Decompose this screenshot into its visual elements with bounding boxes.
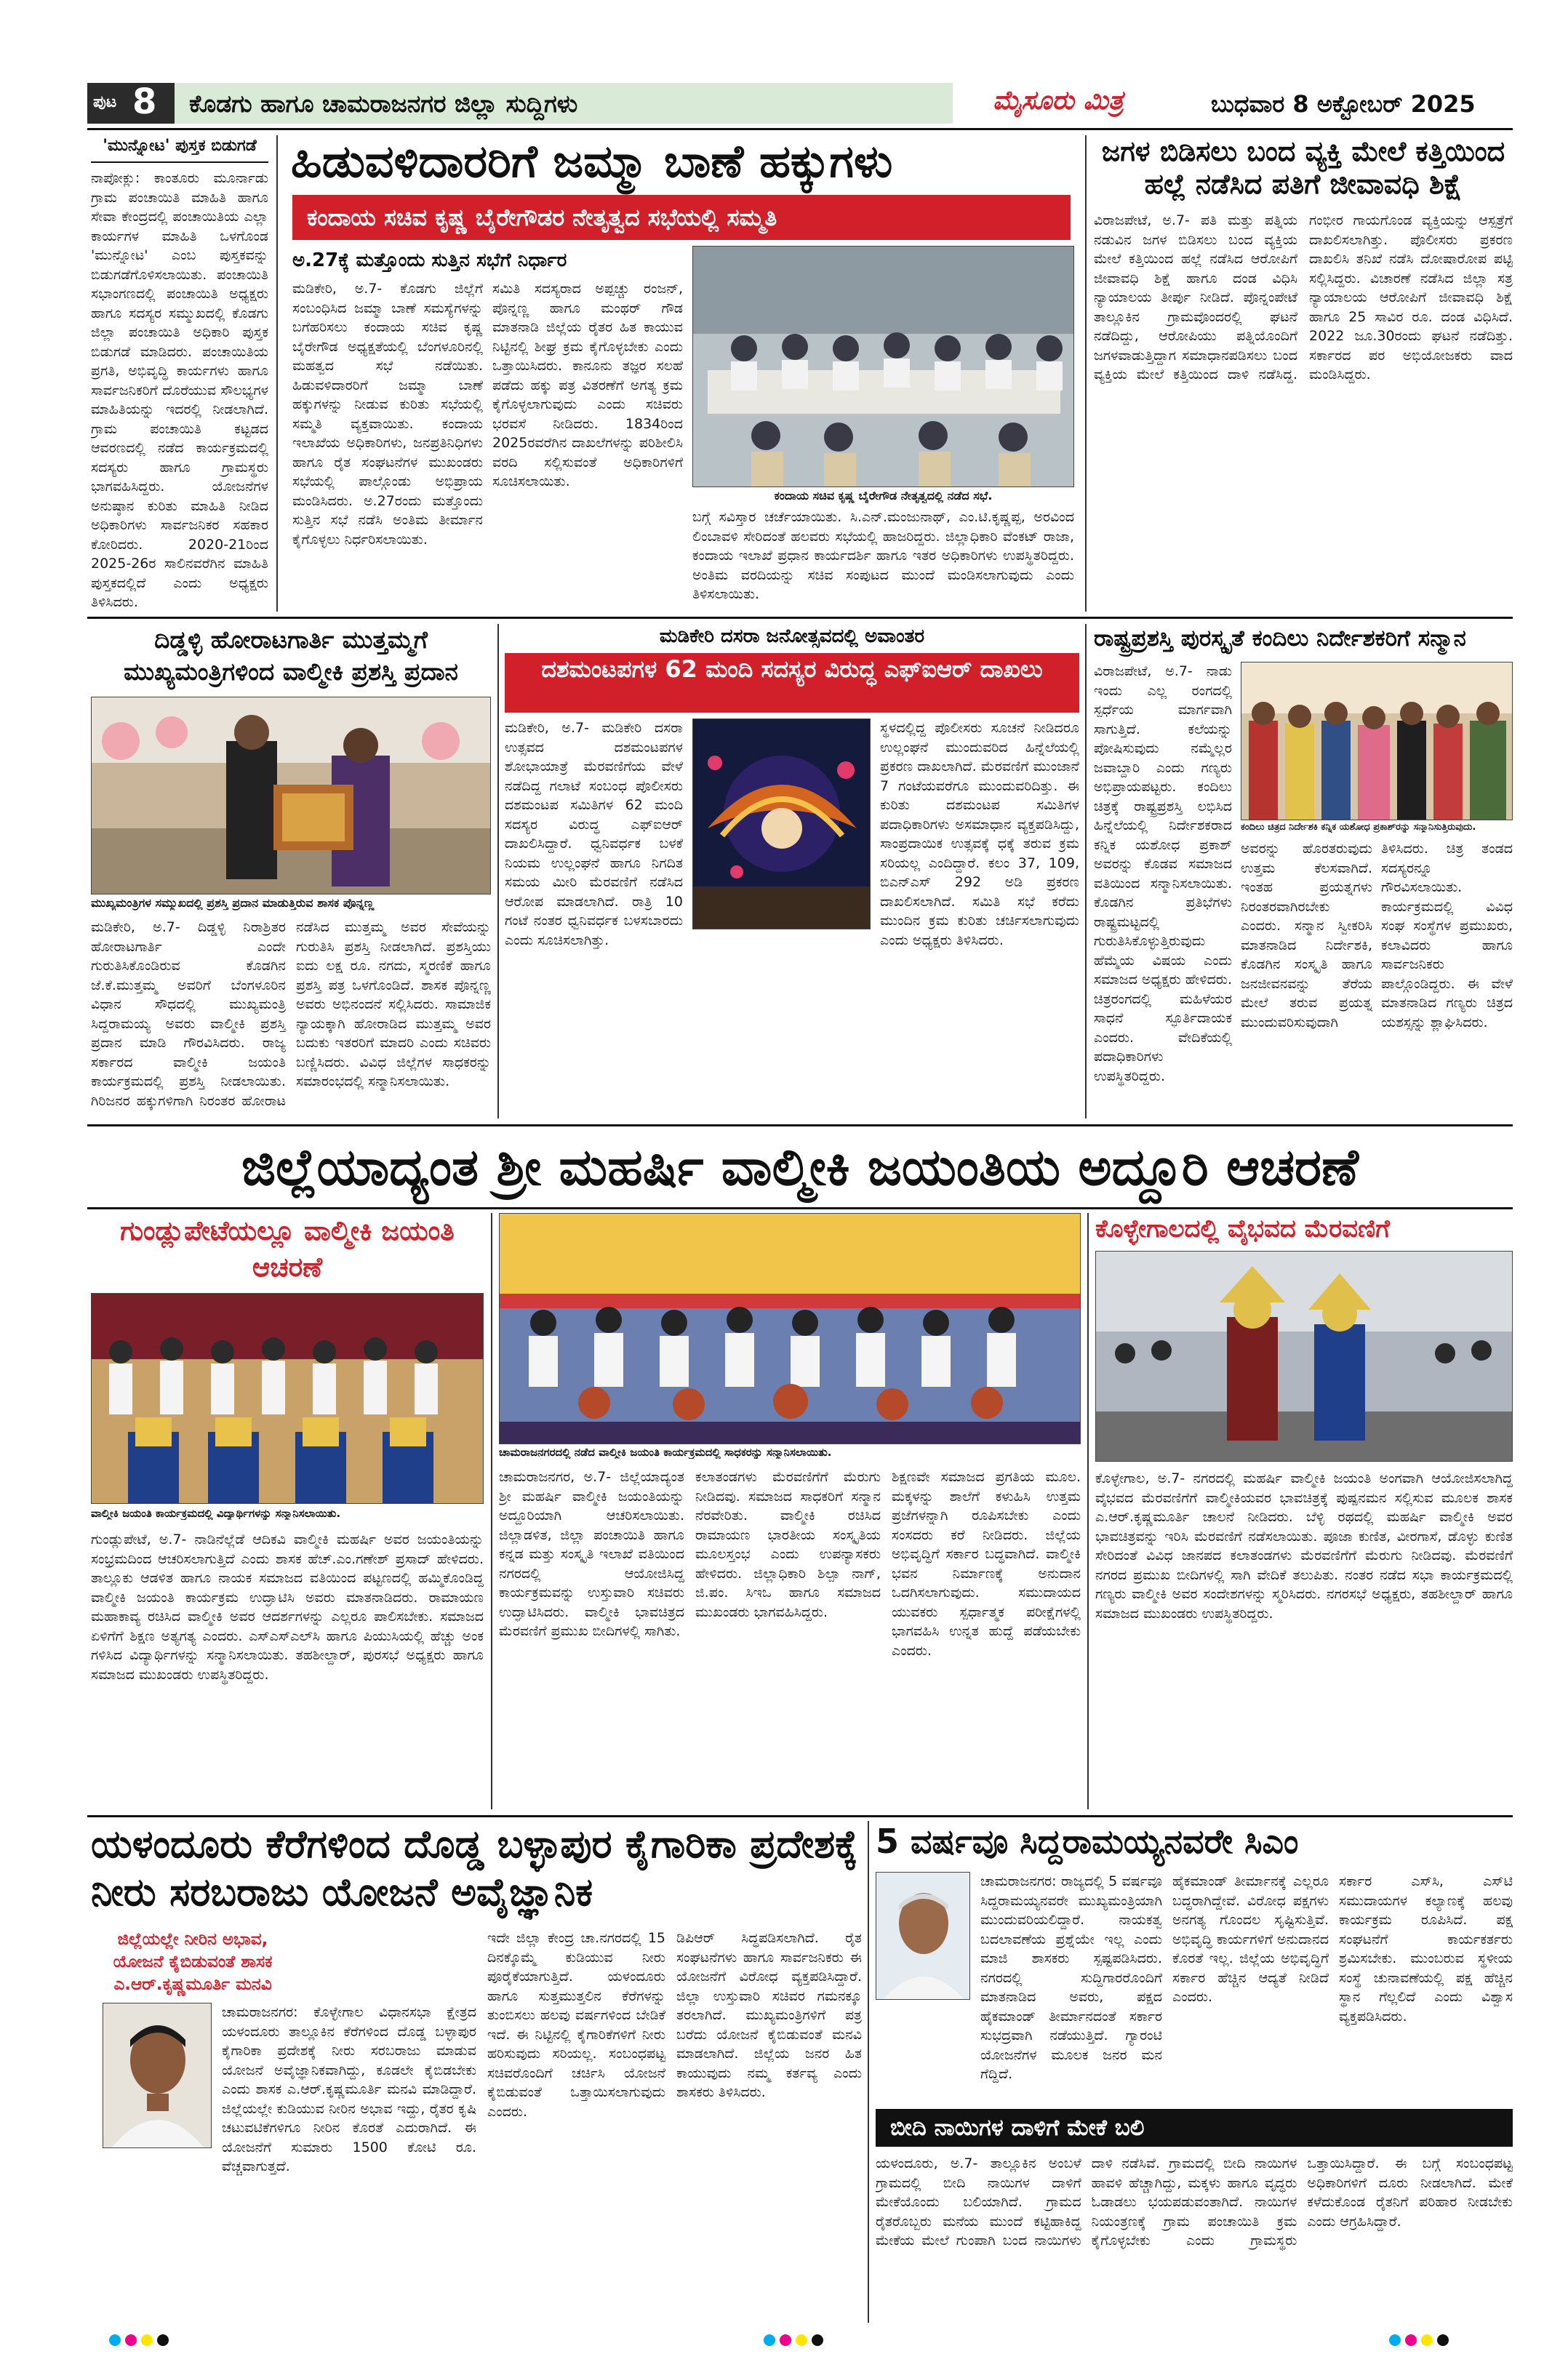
kollegal-story (1095, 1213, 1513, 1809)
kollegal-body: ಕೊಳ್ಳೇಗಾಲ, ಅ.7- ನಗರದಲ್ಲಿ ಮಹರ್ಷಿ ವಾಲ್ಮೀಕಿ ಜಯಂತಿ ಅಂಗವಾಗಿ ಆಯೋಜಿಸಲಾಗಿದ್ದ ವೈಭವದ ಮೆರವಣಿಗೆಗೆ ವಾಲ್ಮೀಕಿಯವರ ಭಾವಚಿತ್ರಕ್ಕೆ ಪುಷ್ಪನಮನ ಸಲ್ಲಿಸುವ ಮೂಲಕ ಶಾಸಕ ಎ.ಆರ್.ಕೃಷ್ಣಮೂರ್ತಿ ಚಾಲನೆ ನೀಡಿದರು. ಬೆಳ್ಳಿ ರಥದಲ್ಲಿ ಮಹರ್ಷಿ ವಾಲ್ಮೀಕಿ ಅವರ ಭಾವಚಿತ್ರವನ್ನು ಇರಿಸಿ ಮೆರವಣಿಗೆ ನಡೆಸಲಾಯಿತು. ಪೂಜಾ ಕುಣಿತ, ವೀರಗಾಸೆ, ಡೊಳ್ಳು ಕುಣಿತ ಸೇರಿದಂತೆ ವಿವಿಧ ಜಾನಪದ ಕಲಾತಂಡಗಳು ಮೆರವಣಿಗೆಗೆ ಮೆರುಗು ನೀಡಿದವು. ಮೆರವಣಿಗೆ ನಗರದ ಪ್ರಮುಖ ಬೀದಿಗಳಲ್ಲಿ ಸಾಗಿ ವೇದಿಕೆ ತಲುಪಿತು. ನಂತರ ನಡೆದ ಸಭಾ ಕಾರ್ಯಕ್ರಮದಲ್ಲಿ ಗಣ್ಯರು ವಾಲ್ಮೀಕಿ ಅವರ ಸಂದೇಶಗಳನ್ನು ಸ್ಮರಿಸಿದರು. ನಗರಸಭೆ ಅಧ್ಯಕ್ಷರು, ತಹಶೀಲ್ದಾರ್ ಹಾಗೂ ಸಮಾಜದ ಮುಖಂಡರು ಉಪಸ್ಥಿತರಿದ್ದರು. (1095, 1470, 1513, 1622)
page-label: ಪುಟ (93, 93, 117, 111)
black-dot (157, 2334, 169, 2346)
registration-marks-left (109, 2334, 255, 2352)
banner-rule (87, 1207, 1513, 1209)
issue-date: ಬುಧವಾರ 8 ಅಕ್ಟೋಬರ್ 2025 (1211, 90, 1476, 118)
section-title: ಕೊಡಗು ಹಾಗೂ ಚಾಮರಾಜನಗರ ಜಿಲ್ಲಾ ಸುದ್ದಿಗಳು (189, 89, 578, 118)
magenta-dot (125, 2334, 137, 2346)
award-headline: ರಾಷ್ಟ್ರಪ್ರಶಸ್ತಿ ಪುರಸ್ಕೃತೆ ಕಂದಿಲು ನಿರ್ದೇಶಕರಿಗೆ ಸನ್ಮಾನ (1094, 625, 1466, 652)
section-band (175, 83, 953, 124)
row3-rule (87, 1815, 1513, 1817)
award-photo (1241, 662, 1513, 820)
row2-rule (87, 1124, 1513, 1126)
registration-marks-right (1389, 2334, 1535, 2352)
magenta-dot (780, 2334, 791, 2346)
cyan-dot (764, 2334, 775, 2346)
diddalli-photo-caption: ಮುಖ್ಯಮಂತ್ರಿಗಳ ಸಮ್ಮುಖದಲ್ಲಿ ಪ್ರಶಸ್ತಿ ಪ್ರದಾನ ಮಾಡುತ್ತಿರುವ ಶಾಸಕ ಪೊನ್ನಣ್ಣ (91, 896, 491, 910)
felicitation-group-svg (1241, 662, 1513, 820)
yelandur-headline: ಯಳಂದೂರು ಕೆರೆಗಳಿಂದ ದೊಡ್ಡ ಬಳ್ಳಾಪುರ ಕೈಗಾರಿಕಾ ಪ್ರದೇಶಕ್ಕೆ ನೀರು ಸರಬರಾಜು ಯೋಜನೆ ಅವೈಜ್ಞಾನಿಕ (91, 1822, 858, 1915)
stabbing-body: ವಿರಾಜಪೇಟೆ, ಅ.7- ಪತಿ ಮತ್ತು ಪತ್ನಿಯ ನಡುವಿನ ಜಗಳ ಬಿಡಿಸಲು ಬಂದ ವ್ಯಕ್ತಿಯ ಮೇಲೆ ಕತ್ತಿಯಿಂದ ಹಲ್ಲೆ ನಡೆಸಿದ ಆರೋಪಿಗೆ ಜೀವಾವಧಿ ಶಿಕ್ಷೆ ಹಾಗೂ ದಂಡ ವಿಧಿಸಿ ನ್ಯಾಯಾಲಯ ತೀರ್ಪು ನೀಡಿದೆ. ಪೊನ್ನಂಪೇಟೆ ತಾಲ್ಲೂಕಿನ ಗ್ರಾಮವೊಂದರಲ್ಲಿ ಘಟನೆ ನಡೆದಿದ್ದು, ಆರೋಪಿಯು ಪತ್ನಿಯೊಂದಿಗೆ ಜಗಳವಾಡುತ್ತಿದ್ದಾಗ ಸಮಾಧಾನಪಡಿಸಲು ಬಂದ ವ್ಯಕ್ತಿಯ ಮೇಲೆ ಕತ್ತಿಯಿಂದ ದಾಳಿ ನಡೆಸಿದ್ದ. ಗಂಭೀರ ಗಾಯಗೊಂಡ ವ್ಯಕ್ತಿಯನ್ನು ಆಸ್ಪತ್ರೆಗೆ ದಾಖಲಿಸಲಾಗಿತ್ತು. ಪೊಲೀಸರು ಪ್ರಕರಣ ದಾಖಲಿಸಿ ತನಿಖೆ ನಡೆಸಿ ದೋಷಾರೋಪ ಪಟ್ಟಿ ಸಲ್ಲಿಸಿದ್ದರು. ವಿಚಾರಣೆ ನಡೆಸಿದ ಜಿಲ್ಲಾ ಸತ್ರ ನ್ಯಾಯಾಲಯ ಆರೋಪಿಗೆ ಜೀವಾವಧಿ ಶಿಕ್ಷೆ ಹಾಗೂ 25 ಸಾವಿರ ರೂ. ದಂಡ ವಿಧಿಸಿದೆ. 2022 ಜೂ.30ರಂದು ಘಟನೆ ನಡೆದಿತ್ತು. ಸರ್ಕಾರದ ಪರ ಅಭಿಯೋಜಕರು ವಾದ ಮಂಡಿಸಿದ್ದರು. (1094, 212, 1513, 383)
yellow-dot (796, 2334, 807, 2346)
chamarajanagar-photo-caption: ಚಾಮರಾಜನಗರದಲ್ಲಿ ನಡೆದ ವಾಲ್ಮೀಕಿ ಜಯಂತಿ ಕಾರ್ಯಕ್ರಮದಲ್ಲಿ ಸಾಧಕರನ್ನು ಸನ್ಮಾನಿಸಲಾಯಿತು. (499, 1446, 1081, 1459)
yellow-dot (1421, 2334, 1433, 2346)
chamarajanagar-body-3: ಶಿಕ್ಷಣವೇ ಸಮಾಜದ ಪ್ರಗತಿಯ ಮೂಲ. ಮಕ್ಕಳನ್ನು ಶಾಲೆಗೆ ಕಳುಹಿಸಿ ಉತ್ತಮ ಪ್ರಜೆಗಳನ್ನಾಗಿ ರೂಪಿಸಬೇಕು ಎಂದು ಸಂಸದರು ಕರೆ ನೀಡಿದರು. ಜಿಲ್ಲೆಯ ಅಭಿವೃದ್ಧಿಗೆ ಸರ್ಕಾರ ಬದ್ಧವಾಗಿದೆ. ವಾಲ್ಮೀಕಿ ಭವನ ನಿರ್ಮಾಣಕ್ಕೆ ಅನುದಾನ ಒದಗಿಸಲಾಗುವುದು. ಸಮುದಾಯದ ಯುವಕರು ಸ್ಪರ್ಧಾತ್ಮಕ ಪರೀಕ್ಷೆಗಳಲ್ಲಿ ಭಾಗವಹಿಸಿ ಉನ್ನತ ಹುದ್ದೆ ಪಡೆಯಬೇಕು ಎಂದರು. (892, 1469, 1081, 1659)
award-body-1: ವಿರಾಜಪೇಟೆ, ಅ.7- ನಾಡು ಇಂದು ಎಲ್ಲ ರಂಗದಲ್ಲಿ ಸ್ಪರ್ಧೆಯ ಮಾರ್ಗವಾಗಿ ಸಾಗುತ್ತಿದೆ. ಕಲೆಯನ್ನು ಪೋಷಿಸುವುದು ನಮ್ಮೆಲ್ಲರ ಜವಾಬ್ದಾರಿ ಎಂದು ಗಣ್ಯರು ಅಭಿಪ್ರಾಯಪಟ್ಟರು. ಕಂದಿಲು ಚಿತ್ರಕ್ಕೆ ರಾಷ್ಟ್ರಪ್ರಶಸ್ತಿ ಲಭಿಸಿದ ಹಿನ್ನೆಲೆಯಲ್ಲಿ ನಿರ್ದೇಶಕರಾದ ಕನ್ನಿಕ ಯಶೋಧ ಪ್ರಕಾಶ್ ಅವರನ್ನು ಕೊಡವ ಸಮಾಜದ ವತಿಯಿಂದ ಸನ್ಮಾನಿಸಲಾಯಿತು. ಕೊಡಗಿನ ಪ್ರತಿಭೆಗಳು ರಾಷ್ಟ್ರಮಟ್ಟದಲ್ಲಿ ಗುರುತಿಸಿಕೊಳ್ಳುತ್ತಿರುವುದು ಹೆಮ್ಮೆಯ ವಿಷಯ ಎಂದು ಸಮಾಜದ ಅಧ್ಯಕ್ಷರು ಹೇಳಿದರು. ಚಿತ್ರರಂಗದಲ್ಲಿ ಮಹಿಳೆಯರ ಸಾಧನೆ ಸ್ಫೂರ್ತಿದಾಯಕ ಎಂದರು. ವೇದಿಕೆಯಲ್ಲಿ ಪದಾಧಿಕಾರಿಗಳು ಉಪಸ್ಥಿತರಿದ್ದರು. (1094, 663, 1232, 1084)
kollegal-headline: ಕೊಳ್ಳೇಗಾಲದಲ್ಲಿ ವೈಭವದ ಮೆರವಣಿಗೆ (1095, 1214, 1390, 1244)
leader-portrait-svg (876, 1873, 970, 2000)
diddalli-body: ಮಡಿಕೇರಿ, ಅ.7- ದಿಡ್ಡಳ್ಳಿ ನಿರಾಶ್ರಿತರ ಹೋರಾಟಗಾರ್ತಿ ಎಂದೇ ಗುರುತಿಸಿಕೊಂಡಿರುವ ಕೊಡಗಿನ ಜೆ.ಕೆ.ಮುತ್ತಮ್ಮ ಅವರಿಗೆ ಬೆಂಗಳೂರಿನ ವಿಧಾನ ಸೌಧದಲ್ಲಿ ಮುಖ್ಯಮಂತ್ರಿ ಸಿದ್ದರಾಮಯ್ಯ ಅವರು ವಾಲ್ಮೀಕಿ ಪ್ರಶಸ್ತಿ ಪ್ರದಾನ ಮಾಡಿ ಗೌರವಿಸಿದರು. ರಾಜ್ಯ ಸರ್ಕಾರದ ವಾಲ್ಮೀಕಿ ಜಯಂತಿ ಕಾರ್ಯಕ್ರಮದಲ್ಲಿ ಪ್ರಶಸ್ತಿ ನೀಡಲಾಯಿತು. ಗಿರಿಜನರ ಹಕ್ಕುಗಳಿಗಾಗಿ ನಿರಂತರ ಹೋರಾಟ ನಡೆಸಿದ ಮುತ್ತಮ್ಮ ಅವರ ಸೇವೆಯನ್ನು ಗುರುತಿಸಿ ಪ್ರಶಸ್ತಿ ನೀಡಲಾಗಿದೆ. ಪ್ರಶಸ್ತಿಯು ಐದು ಲಕ್ಷ ರೂ. ನಗದು, ಸ್ಮರಣಿಕೆ ಹಾಗೂ ಪ್ರಶಸ್ತಿ ಪತ್ರ ಒಳಗೊಂಡಿದೆ. ಶಾಸಕ ಪೊನ್ನಣ್ಣ ಅವರು ಅಭಿನಂದನೆ ಸಲ್ಲಿಸಿದರು. ಸಾಮಾಜಿಕ ನ್ಯಾಯಕ್ಕಾಗಿ ಹೋರಾಡಿದ ಮುತ್ತಮ್ಮ ಅವರ ಬದುಕು ಇತರರಿಗೆ ಮಾದರಿ ಎಂದು ಸಚಿವರು ಬಣ್ಣಿಸಿದರು. ವಿವಿಧ ಜಿಲ್ಲೆಗಳ ಸಾಧಕರನ್ನು ಸಮಾರಂಭದಲ್ಲಿ ಸನ್ಮಾನಿಸಲಾಯಿತು. (91, 919, 491, 1109)
lead-headline: ಹಿಡುವಳಿದಾರರಿಗೆ ಜಮ್ಮಾ ಬಾಣೆ ಹಕ್ಕುಗಳು (291, 135, 893, 188)
diddalli-rule (497, 624, 499, 1118)
yelandur-rule (868, 1821, 869, 2323)
chamarajanagar-body-2: ಕಲಾತಂಡಗಳು ಮೆರವಣಿಗೆಗೆ ಮೆರುಗು ನೀಡಿದವು. ಸಮಾಜದ ಸಾಧಕರಿಗೆ ಸನ್ಮಾನ ನೆರವೇರಿತು. ವಾಲ್ಮೀಕಿ ರಚಿಸಿದ ರಾಮಾಯಣ ಭಾರತೀಯ ಸಂಸ್ಕೃತಿಯ ಮೂಲಸ್ತಂಭ ಎಂದು ಉಪನ್ಯಾಸಕರು ಹೇಳಿದರು. ಜಿಲ್ಲಾಧಿಕಾರಿ ಶಿಲ್ಪಾ ನಾಗ್, ಜಿ.ಪಂ. ಸಿಇಒ ಹಾಗೂ ಸಮಾಜದ ಮುಖಂಡರು ಭಾಗವಹಿಸಿದ್ದರು. (695, 1469, 881, 1620)
siddaramaiah-body-3: ಸರ್ಕಾರ ಎಸ್‌ಸಿ, ಎಸ್‌ಟಿ ಸಮುದಾಯಗಳ ಕಲ್ಯಾಣಕ್ಕೆ ಹಲವು ಕಾರ್ಯಕ್ರಮ ರೂಪಿಸಿದೆ. ಪಕ್ಷ ಸಂಘಟನೆಗೆ ಕಾರ್ಯಕರ್ತರು ಶ್ರಮಿಸಬೇಕು. ಮುಂಬರುವ ಸ್ಥಳೀಯ ಸಂಸ್ಥೆ ಚುನಾವಣೆಯಲ್ಲಿ ಪಕ್ಷ ಹೆಚ್ಚಿನ ಸ್ಥಾನ ಗೆಲ್ಲಲಿದೆ ಎಂದು ವಿಶ್ವಾಸ ವ್ಯಕ್ತಪಡಿಸಿದರು. (1339, 1873, 1513, 2025)
chamarajanagar-body-1: ಚಾಮರಾಜನಗರ, ಅ.7- ಜಿಲ್ಲೆಯಾದ್ಯಂತ ಶ್ರೀ ಮಹರ್ಷಿ ವಾಲ್ಮೀಕಿ ಜಯಂತಿಯನ್ನು ಅದ್ದೂರಿಯಾಗಿ ಆಚರಿಸಲಾಯಿತು. ಜಿಲ್ಲಾಡಳಿತ, ಜಿಲ್ಲಾ ಪಂಚಾಯಿತಿ ಹಾಗೂ ಕನ್ನಡ ಮತ್ತು ಸಂಸ್ಕೃತಿ ಇಲಾಖೆ ವತಿಯಿಂದ ನಗರದಲ್ಲಿ ಆಯೋಜಿಸಿದ್ದ ಕಾರ್ಯಕ್ರಮವನ್ನು ಉಸ್ತುವಾರಿ ಸಚಿವರು ಉದ್ಘಾಟಿಸಿದರು. ವಾಲ್ಮೀಕಿ ಭಾವಚಿತ್ರದ ಮೆರವಣಿಗೆ ಪ್ರಮುಖ ಬೀದಿಗಳಲ್ಲಿ ಸಾಗಿತು. (499, 1469, 684, 1639)
yelandur-subhead: ಜಿಲ್ಲೆಯಲ್ಲೇ ನೀರಿನ ಅಭಾವ, ಯೋಜನೆ ಕೈಬಿಡುವಂತೆ ಶಾಸಕ ಎ.ಆರ್.ಕೃಷ್ಣಮೂರ್ತಿ ಮನವಿ (113, 1930, 273, 1994)
left-brief-body: ನಾಪೋಕ್ಲು: ಕಾಂತೂರು ಮೂರ್ನಾಡು ಗ್ರಾಮ ಪಂಚಾಯಿತಿ ಮಾಹಿತಿ ಹಾಗೂ ಸೇವಾ ಕೇಂದ್ರದಲ್ಲಿ ಪಂಚಾಯಿತಿಯ ಎಲ್ಲಾ ಕಾರ್ಯಗಳ ಮಾಹಿತಿ ಒಳಗೊಂಡ 'ಮುನ್ನೋಟ' ಎಂಬ ಪುಸ್ತಕವನ್ನು ಬಿಡುಗಡೆಗೊಳಿಸಲಾಯಿತು. ಪಂಚಾಯಿತಿ ಸಭಾಂಗಣದಲ್ಲಿ ಪಂಚಾಯಿತಿ ಅಧ್ಯಕ್ಷರು ಹಾಗೂ ಸದಸ್ಯರ ಸಮ್ಮುಖದಲ್ಲಿ ಕೊಡಗು ಜಿಲ್ಲಾ ಪಂಚಾಯಿತಿ ಅಧಿಕಾರಿ ಪುಸ್ತಕ ಬಿಡುಗಡೆ ಮಾಡಿದರು. ಪಂಚಾಯಿತಿಯ ಪ್ರಗತಿ, ಅಭಿವೃದ್ಧಿ ಕಾರ್ಯಗಳು ಹಾಗೂ ಸಾರ್ವಜನಿಕರಿಗೆ ದೊರೆಯುವ ಸೌಲಭ್ಯಗಳ ಮಾಹಿತಿಯನ್ನು ಇದರಲ್ಲಿ ನೀಡಲಾಗಿದೆ. ಗ್ರಾಮ ಪಂಚಾಯಿತಿ ಕಟ್ಟಡದ ಆವರಣದಲ್ಲಿ ನಡೆದ ಕಾರ್ಯಕ್ರಮದಲ್ಲಿ ಸದಸ್ಯರು ಹಾಗೂ ಗ್ರಾಮಸ್ಥರು ಭಾಗವಹಿಸಿದ್ದರು. ಯೋಜನೆಗಳ ಅನುಷ್ಠಾನ ಕುರಿತು ಮಾಹಿತಿ ನೀಡಿದ ಅಧಿಕಾರಿಗಳು ಸಾರ್ವಜನಿಕರ ಸಹಕಾರ ಕೋರಿದರು. 2020-21ರಿಂದ 2025-26ರ ಸಾಲಿನವರೆಗಿನ ಮಾಹಿತಿ ಪುಸ್ತಕದಲ್ಲಿದೆ ಎಂದು ಅಧ್ಯಕ್ಷರು ತಿಳಿಸಿದರು. (91, 170, 268, 610)
diddalli-story (91, 624, 491, 1118)
yelandur-body-2: ಇದೇ ಜಿಲ್ಲಾ ಕೇಂದ್ರ ಚಾ.ನಗರದಲ್ಲಿ 15 ದಿನಕ್ಕೊಮ್ಮೆ ಕುಡಿಯುವ ನೀರು ಪೂರೈಕೆಯಾಗುತ್ತಿದೆ. ಯಳಂದೂರು ಹಾಗೂ ಸುತ್ತಮುತ್ತಲಿನ ಕೆರೆಗಳನ್ನು ತುಂಬಿಸಲು ಹಲವು ವರ್ಷಗಳಿಂದ ಬೇಡಿಕೆ ಇದೆ. ಈ ನಿಟ್ಟಿನಲ್ಲಿ ಕೈಗಾರಿಕೆಗಳಿಗೆ ನೀರು ಹರಿಸುವುದು ಸರಿಯಲ್ಲ. ಸಂಬಂಧಪಟ್ಟ ಸಚಿವರೊಂದಿಗೆ ಚರ್ಚಿಸಿ ಯೋಜನೆ ಕೈಬಿಡುವಂತೆ ಒತ್ತಾಯಿಸಲಾಗುವುದು ಎಂದರು. (487, 1930, 665, 2120)
chamarajanagar-photo (499, 1213, 1081, 1444)
row1-rule (87, 617, 1513, 619)
page-number: 8 (132, 83, 157, 122)
dog-attack-body: ಯಳಂದೂರು, ಅ.7- ತಾಲ್ಲೂಕಿನ ಅಂಬಳೆ ಗ್ರಾಮದಲ್ಲಿ ಬೀದಿ ನಾಯಿಗಳ ದಾಳಿಗೆ ಮೇಕೆಯೊಂದು ಬಲಿಯಾಗಿದೆ. ಗ್ರಾಮದ ರೈತರೊಬ್ಬರು ಮನೆಯ ಮುಂದೆ ಕಟ್ಟಿಹಾಕಿದ್ದ ಮೇಕೆಯ ಮೇಲೆ ಗುಂಪಾಗಿ ಬಂದ ನಾಯಿಗಳು ದಾಳಿ ನಡೆಸಿವೆ. ಗ್ರಾಮದಲ್ಲಿ ಬೀದಿ ನಾಯಿಗಳ ಹಾವಳಿ ಹೆಚ್ಚಾಗಿದ್ದು, ಮಕ್ಕಳು ಹಾಗೂ ವೃದ್ಧರು ಓಡಾಡಲು ಭಯಪಡುವಂತಾಗಿದೆ. ನಾಯಿಗಳ ನಿಯಂತ್ರಣಕ್ಕೆ ಗ್ರಾಮ ಪಂಚಾಯಿತಿ ಕ್ರಮ ಕೈಗೊಳ್ಳಬೇಕು ಎಂದು ಗ್ರಾಮಸ್ಥರು ಒತ್ತಾಯಿಸಿದ್ದಾರೆ. ಈ ಬಗ್ಗೆ ಸಂಬಂಧಪಟ್ಟ ಅಧಿಕಾರಿಗಳಿಗೆ ದೂರು ನೀಡಲಾಗಿದೆ. ಮೇಕೆ ಕಳೆದುಕೊಂಡ ರೈತನಿಗೆ ಪರಿಹಾರ ನೀಡಬೇಕು ಎಂದು ಆಗ್ರಹಿಸಿದ್ದಾರೆ. (876, 2155, 1513, 2249)
lead-right-rule (1085, 135, 1087, 612)
diddalli-photo (91, 697, 491, 894)
cyan-dot (109, 2334, 121, 2346)
dog-attack-headline: ಬೀದಿ ನಾಯಿಗಳ ದಾಳಿಗೆ ಮೇಕೆ ಬಲಿ (890, 2115, 1145, 2141)
black-dot (812, 2334, 823, 2346)
procession-svg (1096, 1252, 1513, 1462)
lead-body-1: ಮಡಿಕೇರಿ, ಅ.7- ಕೊಡಗು ಜಿಲ್ಲೆಗೆ ಸಂಬಂಧಿಸಿದ ಜಮ್ಮಾ ಬಾಣೆ ಸಮಸ್ಯೆಗಳನ್ನು ಬಗೆಹರಿಸಲು ಕಂದಾಯ ಸಚಿವ ಕೃಷ್ಣ ಬೈರೇಗೌಡ ಅಧ್ಯಕ್ಷತೆಯಲ್ಲಿ ಬೆಂಗಳೂರಿನಲ್ಲಿ ಮಹತ್ವದ ಸಭೆ ನಡೆಯಿತು. ಹಿಡುವಳಿದಾರರಿಗೆ ಜಮ್ಮಾ ಬಾಣೆ ಹಕ್ಕುಗಳನ್ನು ನೀಡುವ ಕುರಿತು ಸಭೆಯಲ್ಲಿ ಸಮ್ಮತಿ ವ್ಯಕ್ತವಾಯಿತು. ಕಂದಾಯ ಇಲಾಖೆಯ ಅಧಿಕಾರಿಗಳು, ಜನಪ್ರತಿನಿಧಿಗಳು ಹಾಗೂ ರೈತ ಸಂಘಟನೆಗಳ ಮುಖಂಡರು ಸಭೆಯಲ್ಲಿ ಪಾಲ್ಗೊಂಡು ಅಭಿಪ್ರಾಯ ಮಂಡಿಸಿದರು. ಅ.27ರಂದು ಮತ್ತೊಂದು ಸುತ್ತಿನ ಸಭೆ ನಡೆಸಿ ಅಂತಿಮ ತೀರ್ಮಾನ ಕೈಗೊಳ್ಳಲು ನಿರ್ಧರಿಸಲಾಯಿತು. (292, 281, 483, 548)
gundlupet-headline: ಗುಂಡ್ಲುಪೇಟೆಯಲ್ಲೂ ವಾಲ್ಮೀಕಿ ಜಯಂತಿ ಆಚರಣೆ (120, 1215, 455, 1283)
gundlupet-body: ಗುಂಡ್ಲುಪೇಟೆ, ಅ.7- ನಾಡಿನೆಲ್ಲೆಡೆ ಆದಿಕವಿ ವಾಲ್ಮೀಕಿ ಮಹರ್ಷಿ ಅವರ ಜಯಂತಿಯನ್ನು ಸಂಭ್ರಮದಿಂದ ಆಚರಿಸಲಾಗುತ್ತಿದೆ ಎಂದು ಶಾಸಕ ಹೆಚ್.ಎಂ.ಗಣೇಶ್ ಪ್ರಸಾದ್ ಹೇಳಿದರು. ತಾಲ್ಲೂಕು ಆಡಳಿತ ಹಾಗೂ ನಾಯಕ ಸಮಾಜದ ವತಿಯಿಂದ ಪಟ್ಟಣದಲ್ಲಿ ಹಮ್ಮಿಕೊಂಡಿದ್ದ ವಾಲ್ಮೀಕಿ ಜಯಂತಿ ಕಾರ್ಯಕ್ರಮ ಉದ್ಘಾಟಿಸಿ ಅವರು ಮಾತನಾಡಿದರು. ರಾಮಾಯಣ ಮಹಾಕಾವ್ಯ ರಚಿಸಿದ ವಾಲ್ಮೀಕಿ ಅವರ ಆದರ್ಶಗಳನ್ನು ಎಲ್ಲರೂ ಪಾಲಿಸಬೇಕು. ಸಮಾಜದ ಏಳಿಗೆಗೆ ಶಿಕ್ಷಣ ಅತ್ಯಗತ್ಯ ಎಂದರು. ಎಸ್ಎಸ್ಎಲ್‌ಸಿ ಹಾಗೂ ಪಿಯುಸಿಯಲ್ಲಿ ಹೆಚ್ಚು ಅಂಕ ಗಳಿಸಿದ ವಿದ್ಯಾರ್ಥಿಗಳನ್ನು ಸನ್ಮಾನಿಸಲಾಯಿತು. ತಹಶೀಲ್ದಾರ್, ಪುರಸಭೆ ಅಧ್ಯಕ್ಷರು ಹಾಗೂ ಸಮಾಜದ ಮುಖಂಡರು ಉಪಸ್ಥಿತರಿದ್ದರು. (91, 1532, 484, 1683)
award-photo-caption: ಕಂದಿಲು ಚಿತ್ರದ ನಿರ್ದೇಶಕಿ ಕನ್ನಿಕ ಯಶೋಧ ಪ್ರಕಾಶ್‌ರನ್ನು ಸನ್ಮಾನಿಸುತ್ತಿರುವುದು. (1241, 822, 1513, 833)
dasara-photo (692, 718, 871, 929)
yelandur-body-3: ಡಿಪಿಆರ್ ಸಿದ್ಧಪಡಿಸಲಾಗಿದೆ. ರೈತ ಸಂಘಟನೆಗಳು ಹಾಗೂ ಸಾರ್ವಜನಿಕರು ಈ ಯೋಜನೆಗೆ ವಿರೋಧ ವ್ಯಕ್ತಪಡಿಸಿದ್ದಾರೆ. ಜಿಲ್ಲಾ ಉಸ್ತುವಾರಿ ಸಚಿವರ ಗಮನಕ್ಕೂ ತರಲಾಗಿದೆ. ಮುಖ್ಯಮಂತ್ರಿಗಳಿಗೆ ಪತ್ರ ಬರೆದು ಯೋಜನೆ ಕೈಬಿಡುವಂತೆ ಮನವಿ ಮಾಡಲಾಗಿದೆ. ಜಿಲ್ಲೆಯ ಜನರ ಹಿತ ಕಾಯುವುದು ನಮ್ಮ ಕರ್ತವ್ಯ ಎಂದು ಶಾಸಕರು ತಿಳಿಸಿದರು. (676, 1930, 862, 2100)
yellow-dot (141, 2334, 153, 2346)
paper-name: ಮೈಸೂರು ಮಿತ್ರ (993, 86, 1124, 116)
siddaramaiah-headline: 5 ವರ್ಷವೂ ಸಿದ್ದರಾಮಯ್ಯನವರೇ ಸಿಎಂ (876, 1822, 1299, 1861)
chamarajanagar-story (499, 1213, 1081, 1809)
diddalli-headline: ದಿಡ್ಡಳ್ಳಿ ಹೋರಾಟಗಾರ್ತಿ ಮುತ್ತಮ್ಮಗೆ ಮುಖ್ಯಮಂತ್ರಿಗಳಿಂದ ವಾಲ್ಮೀಕಿ ಪ್ರಶಸ್ತಿ ಪ್ರದಾನ (124, 625, 458, 686)
stabbing-story (1094, 135, 1513, 612)
dasara-story (505, 624, 1079, 1118)
stage-dignitaries-svg (500, 1214, 1081, 1444)
kollegal-photo (1095, 1251, 1513, 1462)
siddaramaiah-body-1: ಚಾಮರಾಜನಗರ: ರಾಜ್ಯದಲ್ಲಿ 5 ವರ್ಷವೂ ಸಿದ್ದರಾಮಯ್ಯನವರೇ ಮುಖ್ಯಮಂತ್ರಿಯಾಗಿ ಮುಂದುವರಿಯಲಿದ್ದಾರೆ. ನಾಯಕತ್ವ ಬದಲಾವಣೆಯ ಪ್ರಶ್ನೆಯೇ ಇಲ್ಲ ಎಂದು ಮಾಜಿ ಶಾಸಕರು ಸ್ಪಷ್ಟಪಡಿಸಿದರು. ನಗರದಲ್ಲಿ ಸುದ್ದಿಗಾರರೊಂದಿಗೆ ಮಾತನಾಡಿದ ಅವರು, ಪಕ್ಷದ ಹೈಕಮಾಂಡ್ ತೀರ್ಮಾನದಂತೆ ಸರ್ಕಾರ ಸುಭದ್ರವಾಗಿ ನಡೆಯುತ್ತಿದೆ. ಗ್ಯಾರಂಟಿ ಯೋಜನೆಗಳ ಮೂಲಕ ಜನರ ಮನ ಗೆದ್ದಿದೆ. (980, 1873, 1162, 2082)
yelandur-body-1: ಚಾಮರಾಜನಗರ: ಕೊಳ್ಳೇಗಾಲ ವಿಧಾನಸಭಾ ಕ್ಷೇತ್ರದ ಯಳಂದೂರು ತಾಲ್ಲೂಕಿನ ಕೆರೆಗಳಿಂದ ದೊಡ್ಡ ಬಳ್ಳಾಪುರ ಕೈಗಾರಿಕಾ ಪ್ರದೇಶಕ್ಕೆ ನೀರು ಸರಬರಾಜು ಮಾಡುವ ಯೋಜನೆ ಅವೈಜ್ಞಾನಿಕವಾಗಿದ್ದು, ಕೂಡಲೇ ಕೈಬಿಡಬೇಕು ಎಂದು ಶಾಸಕ ಎ.ಆರ್.ಕೃಷ್ಣಮೂರ್ತಿ ಮನವಿ ಮಾಡಿದ್ದಾರೆ. ಜಿಲ್ಲೆಯಲ್ಲೇ ಕುಡಿಯುವ ನೀರಿನ ಅಭಾವ ಇದ್ದು, ರೈತರ ಕೃಷಿ ಚಟುವಟಿಕೆಗಳಿಗೂ ನೀರಿನ ಕೊರತೆ ಎದುರಾಗಿದೆ. ಈ ಯೋಜನೆಗೆ ಸುಮಾರು 1500 ಕೋಟಿ ರೂ. ವೆಚ್ಚವಾಗುತ್ತದೆ. (222, 2004, 476, 2174)
mla-portrait-svg (103, 2003, 212, 2148)
masthead (87, 81, 1513, 125)
page-label-box (87, 83, 175, 124)
gundlupet-story (91, 1213, 484, 1809)
lead-body-2: ಸಮಿತಿ ಸದಸ್ಯರಾದ ಅಪ್ಪಚ್ಚು ರಂಜನ್, ಪೊನ್ನಣ್ಣ ಹಾಗೂ ಮಂಥರ್ ಗೌಡ ಮಾತನಾಡಿ ಜಿಲ್ಲೆಯ ರೈತರ ಹಿತ ಕಾಯುವ ನಿಟ್ಟಿನಲ್ಲಿ ಶೀಘ್ರ ಕ್ರಮ ಕೈಗೊಳ್ಳಬೇಕು ಎಂದು ಒತ್ತಾಯಿಸಿದರು. ಕಾನೂನು ತಜ್ಞರ ಸಲಹೆ ಪಡೆದು ಹಕ್ಕು ಪತ್ರ ವಿತರಣೆಗೆ ಅಗತ್ಯ ಕ್ರಮ ಕೈಗೊಳ್ಳಲಾಗುವುದು ಎಂದು ಸಚಿವರು ಭರವಸೆ ನೀಡಿದರು. 1834ರಿಂದ 2025ರವರೆಗಿನ ದಾಖಲೆಗಳನ್ನು ಪರಿಶೀಲಿಸಿ ವರದಿ ಸಲ್ಲಿಸುವಂತೆ ಅಧಿಕಾರಿಗಳಿಗೆ ಸೂಚಿಸಲಾಯಿತು. (492, 281, 683, 489)
dog-attack-story (876, 2109, 1513, 2323)
award-ceremony-svg (92, 697, 491, 894)
center-rule (1087, 1213, 1089, 1809)
dasara-headline: ದಶಮಂಟಪಗಳ 62 ಮಂದಿ ಸದಸ್ಯರ ವಿರುದ್ಧ ಎಫ್ಐಆರ್ ದಾಖಲು (541, 655, 1043, 683)
dasara-rule (1085, 624, 1087, 1118)
siddaramaiah-story (876, 1821, 1513, 2105)
left-brief-title: 'ಮುನ್ನೋಟ' ಪುಸ್ತಕ ಬಿಡುಗಡೆ (91, 135, 268, 163)
gundlupet-photo-caption: ವಾಲ್ಮೀಕಿ ಜಯಂತಿ ಕಾರ್ಯಕ್ರಮದಲ್ಲಿ ವಿದ್ಯಾರ್ಥಿಗಳನ್ನು ಸನ್ಮಾನಿಸಲಾಯಿತು. (91, 1507, 484, 1520)
magenta-dot (1405, 2334, 1417, 2346)
siddaramaiah-body-2: ಹೈಕಮಾಂಡ್ ತೀರ್ಮಾನಕ್ಕೆ ಎಲ್ಲರೂ ಬದ್ಧರಾಗಿದ್ದೇವೆ. ವಿರೋಧ ಪಕ್ಷಗಳು ಅನಗತ್ಯ ಗೊಂದಲ ಸೃಷ್ಟಿಸುತ್ತಿವೆ. ಅಭಿವೃದ್ಧಿ ಕಾರ್ಯಗಳಿಗೆ ಅನುದಾನದ ಕೊರತೆ ಇಲ್ಲ. ಜಿಲ್ಲೆಯ ಅಭಿವೃದ್ಧಿಗೆ ಸರ್ಕಾರ ಹೆಚ್ಚಿನ ಆದ್ಯತೆ ನೀಡಿದೆ ಎಂದರು. (1172, 1873, 1329, 2005)
lead-body-3: ಬಗ್ಗೆ ಸವಿಸ್ತಾರ ಚರ್ಚೆಯಾಯಿತು. ಸಿ.ಎನ್.ಮಂಜುನಾಥ್, ಎಂ.ಟಿ.ಕೃಷ್ಣಪ್ಪ, ಅರವಿಂದ ಲಿಂಬಾವಳಿ ಸೇರಿದಂತೆ ಹಲವರು ಸಭೆಯಲ್ಲಿ ಹಾಜರಿದ್ದರು. ಜಿಲ್ಲಾಧಿಕಾರಿ ವೆಂಕಟ್ ರಾಜಾ, ಕಂದಾಯ ಇಲಾಖೆ ಪ್ರಧಾನ ಕಾರ್ಯದರ್ಶಿ ಹಾಗೂ ಇತರ ಅಧಿಕಾರಿಗಳು ಉಪಸ್ಥಿತರಿದ್ದರು. ಅಂತಿಮ ವರದಿಯನ್ನು ಸಚಿವ ಸಂಪುಟದ ಮುಂದೆ ಮಂಡಿಸಲಾಗುವುದು ಎಂದು ತಿಳಿಸಲಾಯಿತು. (692, 509, 1074, 602)
valmiki-banner (87, 1132, 1513, 1204)
gundlupet-rule (491, 1213, 492, 1809)
registration-marks-center (764, 2334, 909, 2352)
award-body-2: ಅವರನ್ನು ಹೊರತರುವುದು ಉತ್ತಮ ಕೆಲಸವಾಗಿದೆ. ಇಂತಹ ಪ್ರಯತ್ನಗಳು ನಿರಂತರವಾಗಿರಬೇಕು ಎಂದರು. ಸನ್ಮಾನ ಸ್ವೀಕರಿಸಿ ಮಾತನಾಡಿದ ನಿರ್ದೇಶಕಿ, ಕೊಡಗಿನ ಸಂಸ್ಕೃತಿ ಹಾಗೂ ಜನಜೀವನವನ್ನು ತೆರೆಯ ಮೇಲೆ ತರುವ ಪ್ರಯತ್ನ ಮುಂದುವರಿಸುವುದಾಗಿ ತಿಳಿಸಿದರು. ಚಿತ್ರ ತಂಡದ ಸದಸ್ಯರನ್ನೂ ಗೌರವಿಸಲಾಯಿತು. ಕಾರ್ಯಕ್ರಮದಲ್ಲಿ ವಿವಿಧ ಸಂಘ ಸಂಸ್ಥೆಗಳ ಪ್ರಮುಖರು, ಕಲಾವಿದರು ಹಾಗೂ ಸಾರ್ವಜನಿಕರು ಪಾಲ್ಗೊಂಡಿದ್ದರು. ಈ ವೇಳೆ ಮಾತನಾಡಿದ ಗಣ್ಯರು ಚಿತ್ರದ ಯಶಸ್ಸನ್ನು ಶ್ಲಾಘಿಸಿದರು. (1241, 841, 1513, 1030)
students-felicitation-svg (92, 1294, 484, 1504)
lead-photo-caption: ಕಂದಾಯ ಸಚಿವ ಕೃಷ್ಣ ಬೈರೇಗೌಡ ನೇತೃತ್ವದಲ್ಲಿ ನಡೆದ ಸಭೆ. (692, 489, 1074, 503)
yelandur-photo (103, 2003, 212, 2148)
dog-attack-band (876, 2109, 1513, 2147)
award-story (1094, 624, 1513, 1118)
dasara-body-2: ಸ್ಥಳದಲ್ಲಿದ್ದ ಪೊಲೀಸರು ಸೂಚನೆ ನೀಡಿದರೂ ಉಲ್ಲಂಘನೆ ಮುಂದುವರಿದ ಹಿನ್ನೆಲೆಯಲ್ಲಿ ಪ್ರಕರಣ ದಾಖಲಾಗಿದೆ. ಮೆರವಣಿಗೆ ಮುಂಜಾನೆ 7 ಗಂಟೆಯವರೆಗೂ ಮುಂದುವರಿದಿತ್ತು. ಈ ಕುರಿತು ದಶಮಂಟಪ ಸಮಿತಿಗಳ ಪದಾಧಿಕಾರಿಗಳು ಅಸಮಾಧಾನ ವ್ಯಕ್ತಪಡಿಸಿದ್ದು, ಸಾಂಪ್ರದಾಯಿಕ ಉತ್ಸವಕ್ಕೆ ಧಕ್ಕೆ ತರುವ ಕ್ರಮ ಸರಿಯಲ್ಲ ಎಂದಿದ್ದಾರೆ. ಕಲಂ 37, 109, ಬಿಎನ್ಎಸ್ 292 ಅಡಿ ಪ್ರಕರಣ ದಾಖಲಿಸಲಾಗಿದೆ. ಸಮಿತಿ ಸಭೆ ಕರೆದು ಮುಂದಿನ ಕ್ರಮ ಕುರಿತು ಚರ್ಚಿಸಲಾಗುವುದು ಎಂದು ಅಧ್ಯಕ್ಷರು ತಿಳಿಸಿದರು. (880, 720, 1079, 948)
left-col-rule (276, 135, 278, 612)
lead-subhead: ಕಂದಾಯ ಸಚಿವ ಕೃಷ್ಣ ಬೈರೇಗೌಡರ ನೇತೃತ್ವದ ಸಭೆಯಲ್ಲಿ ಸಮ್ಮತಿ (307, 204, 777, 231)
lead-story (285, 135, 1078, 612)
valmiki-banner-title: ಜಿಲ್ಲೆಯಾದ್ಯಂತ ಶ್ರೀ ಮಹರ್ಷಿ ವಾಲ್ಮೀಕಿ ಜಯಂತಿಯ ಅದ್ದೂರಿ ಆಚರಣೆ (241, 1137, 1359, 1197)
lead-photo (692, 246, 1074, 487)
left-brief (91, 135, 268, 612)
black-dot (1437, 2334, 1449, 2346)
cyan-dot (1389, 2334, 1401, 2346)
dasara-kicker: ಮಡಿಕೇರಿ ದಸರಾ ಜನೋತ್ಸವದಲ್ಲಿ ಅವಾಂತರ (659, 625, 925, 647)
lead-kicker: ಅ.27ಕ್ಕೆ ಮತ್ತೊಂದು ಸುತ್ತಿನ ಸಭೆಗೆ ನಿರ್ಧಾರ (292, 249, 567, 271)
lead-subhead-band (292, 195, 1071, 240)
dasara-body-1: ಮಡಿಕೇರಿ, ಅ.7- ಮಡಿಕೇರಿ ದಸರಾ ಉತ್ಸವದ ದಶಮಂಟಪಗಳ ಶೋಭಾಯಾತ್ರೆ ಮೆರವಣಿಗೆಯ ವೇಳೆ ನಡೆದಿದ್ದ ಗಲಾಟೆ ಸಂಬಂಧ ಪೊಲೀಸರು ದಶಮಂಟಪ ಸಮಿತಿಗಳ 62 ಮಂದಿ ಸದಸ್ಯರ ವಿರುದ್ಧ ಎಫ್ಐಆರ್ ದಾಖಲಿಸಿದ್ದಾರೆ. ಧ್ವನಿವರ್ಧಕ ಬಳಕೆ ನಿಯಮ ಉಲ್ಲಂಘನೆ ಹಾಗೂ ನಿಗದಿತ ಸಮಯ ಮೀರಿ ಮೆರವಣಿಗೆ ನಡೆಸಿದ ಆರೋಪ ಮಾಡಲಾಗಿದೆ. ರಾತ್ರಿ 10 ಗಂಟೆ ನಂತರ ಧ್ವನಿವರ್ಧಕ ಬಳಸಬಾರದು ಎಂದು ಸೂಚಿಸಲಾಗಿತ್ತು. (505, 720, 683, 948)
gundlupet-photo (91, 1293, 484, 1504)
siddaramaiah-photo (876, 1872, 970, 2000)
yelandur-story (91, 1821, 862, 2323)
masthead-rule (87, 128, 1513, 130)
dasara-tableau-svg (693, 719, 871, 929)
meeting-photo-svg (693, 247, 1074, 487)
stabbing-headline: ಜಗಳ ಬಿಡಿಸಲು ಬಂದ ವ್ಯಕ್ತಿ ಮೇಲೆ ಕತ್ತಿಯಿಂದ ಹಲ್ಲೆ ನಡೆಸಿದ ಪತಿಗೆ ಜೀವಾವಧಿ ಶಿಕ್ಷೆ (1101, 135, 1505, 200)
